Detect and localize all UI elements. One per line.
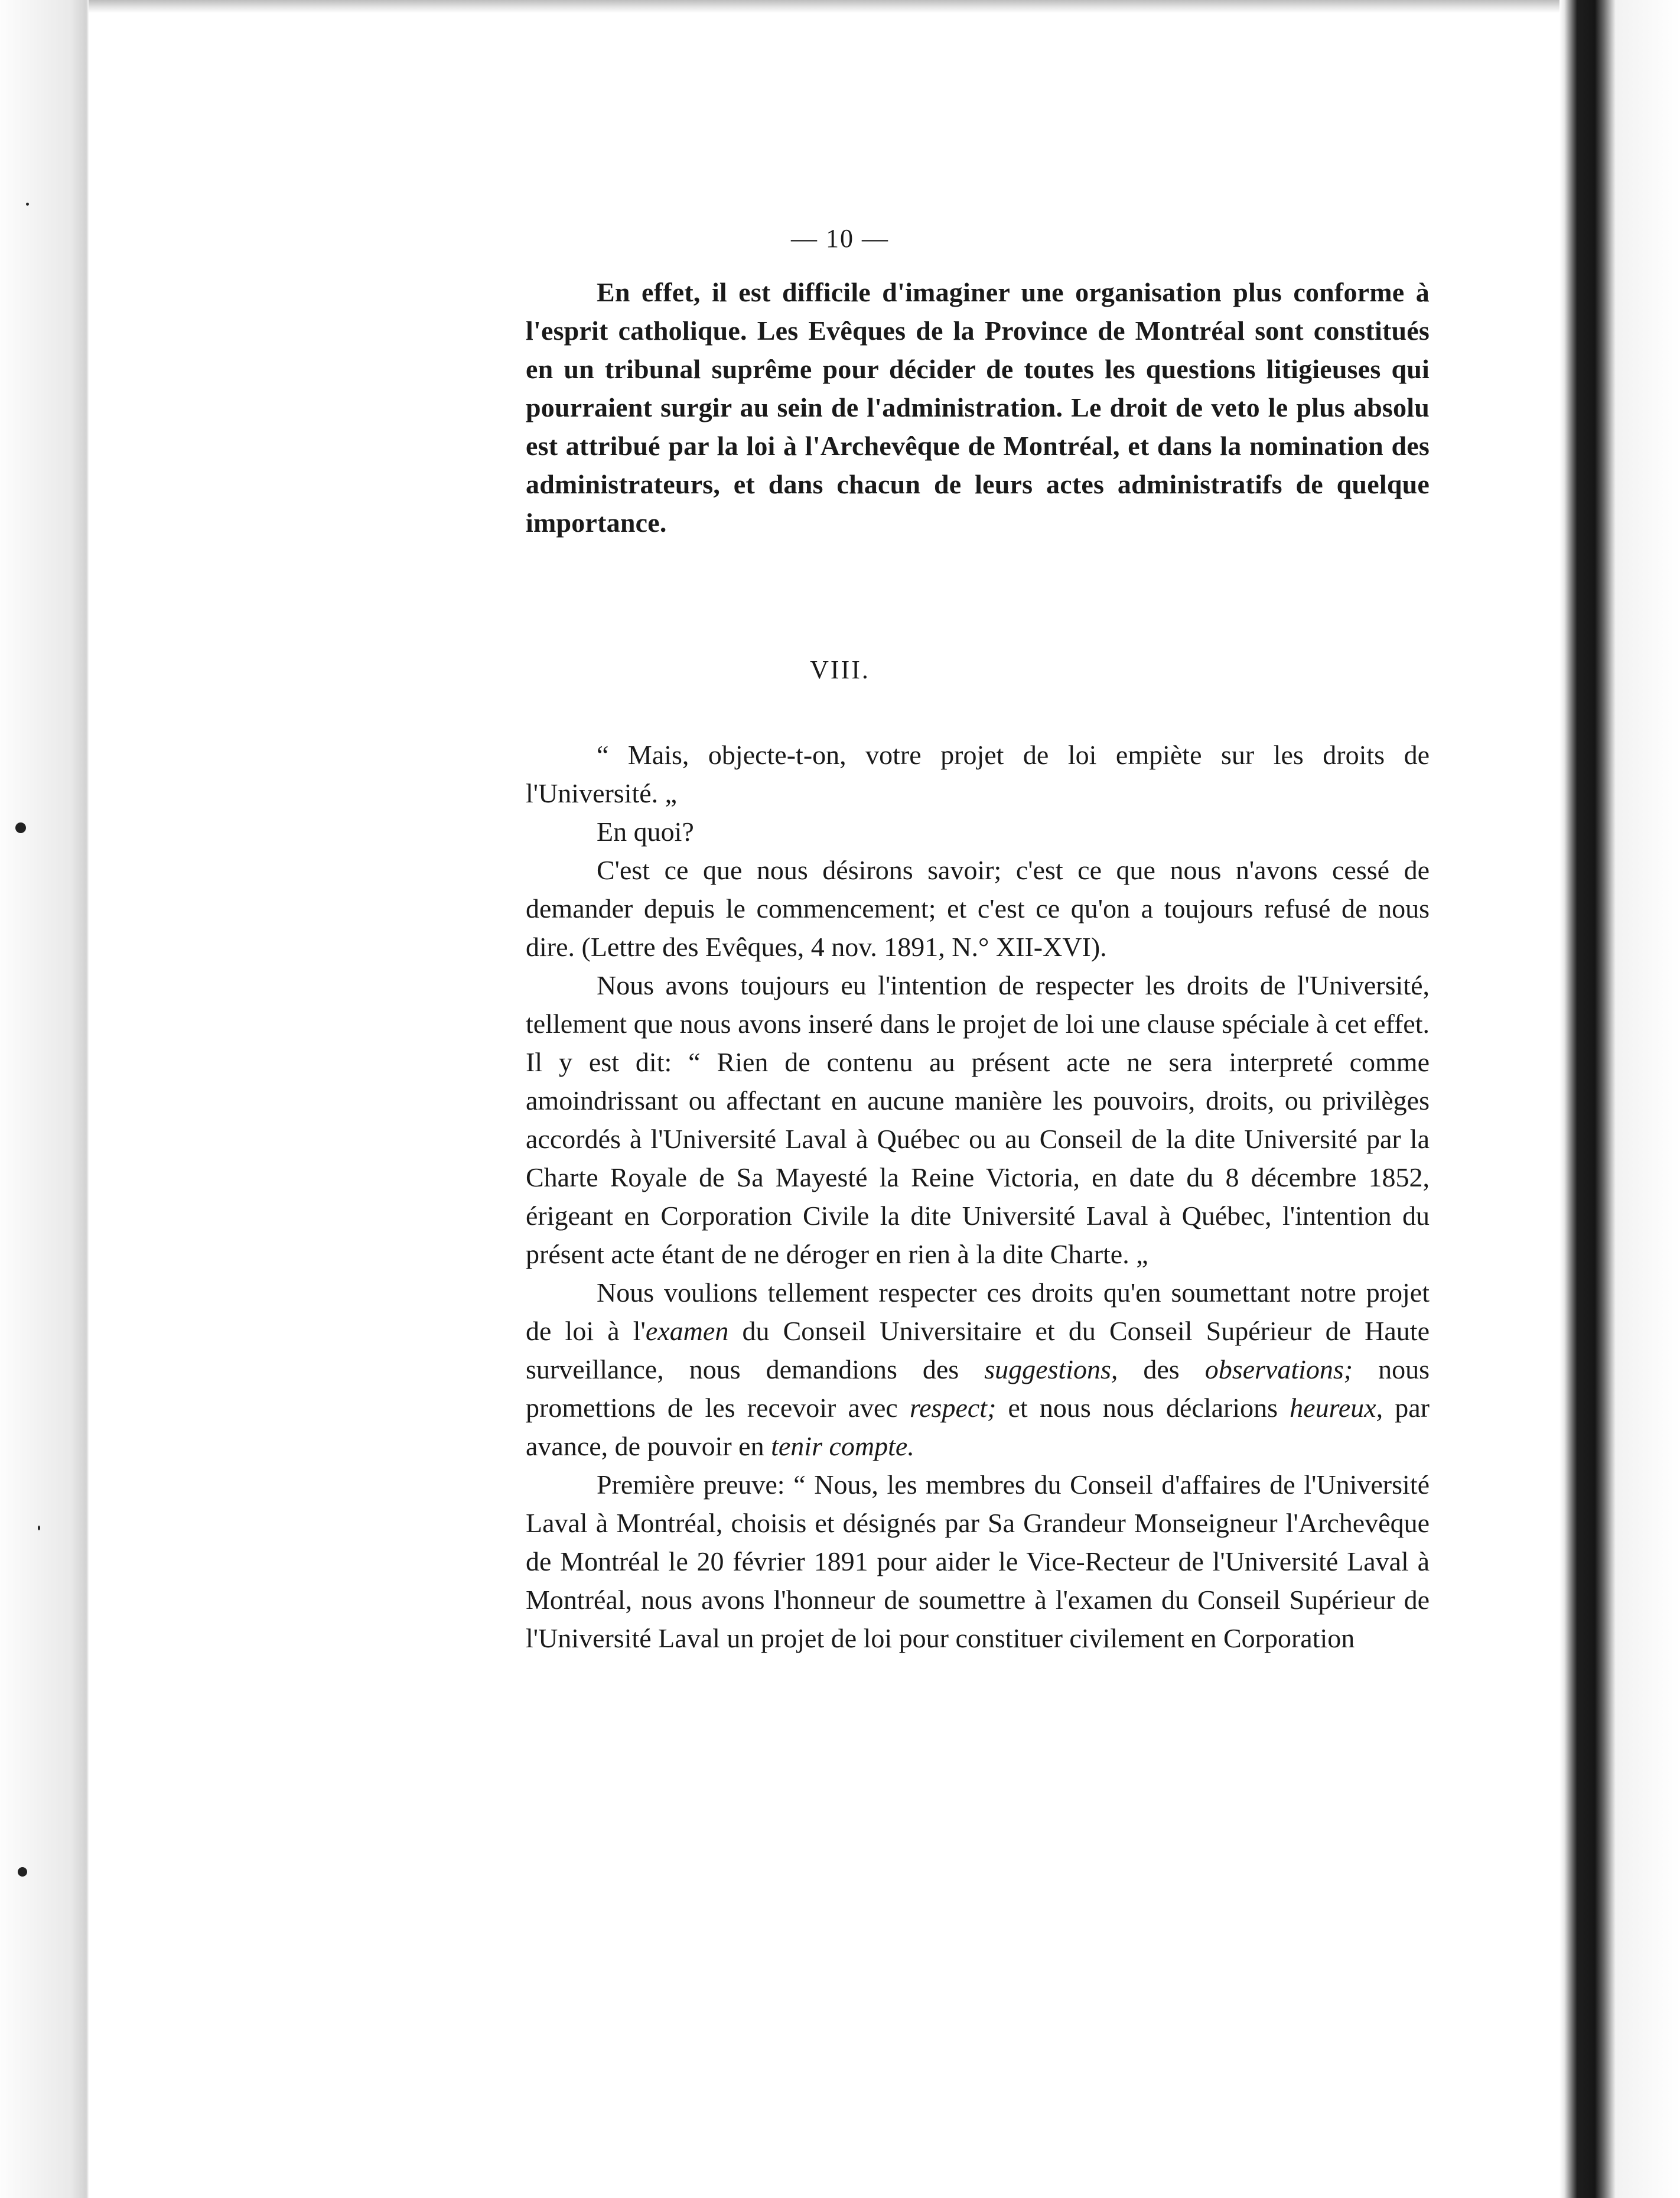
- italic-run: suggestions,: [984, 1354, 1118, 1384]
- intro-paragraph: [526, 273, 1430, 542]
- body-paragraph: Nous avons toujours eu l'intention de respecter les droits de l'Université, tellement que nous avons inseré dans le projet de loi une clause spéciale à cet effet. Il y est dit: “ Rien de contenu au présent acte ne sera interpreté comme amoindrissant ou affectant en aucune manière les pouvoirs, droits, ou privilèges accordés à l'Université Laval à Québec ou au Conseil de la dite Université par la Charte Royale de Sa Mayesté la Reine Victoria, en date du 8 décembre 1852, érigeant en Corporation Civile la dite Université Laval à Québec, l'intention du présent acte étant de ne déroger en rien à la dite Charte. „: [526, 970, 1430, 1269]
- scan-speck: [18, 1867, 27, 1877]
- scan-right-edge: [1559, 0, 1680, 2198]
- scan-speck: [38, 1526, 40, 1530]
- body-paragraph: Première preuve: “ Nous, les membres du Conseil d'affaires de l'Université Laval à Montréal, choisis et désignés par Sa Grandeur Monseigneur l'Archevêque de Montréal le 20 février 1891 pour aider le Vice-Recteur de l'Université Laval à Montréal, nous avons l'honneur de soumettre à l'examen du Conseil Supérieur de l'Université Laval un projet de loi pour constituer civilement en Corporation: [526, 1469, 1430, 1653]
- scan-speck: [15, 822, 26, 833]
- text-run: du Conseil Universitaire et du Conseil Supérieur de Haute surveillance, nous demandions des: [526, 1316, 1430, 1384]
- section-heading: VIII.: [810, 655, 870, 684]
- body-paragraph: “ Mais, objecte-t-on, votre projet de loi empiète sur les droits de l'Université. „: [526, 740, 1430, 808]
- text-run: des: [1118, 1354, 1205, 1384]
- text-run: par avance, de pouvoir en: [526, 1393, 1430, 1461]
- scan-speck: [26, 203, 29, 206]
- body-paragraph: C'est ce que nous désirons savoir; c'est ce que nous n'avons cessé de demander depuis le commencement; et c'est ce qu'on a toujours refusé de nous dire. (Lettre des Evêques, 4 nov. 1891, N.° XII-XVI).: [526, 855, 1430, 962]
- text-run: nous promettions de les recevoir avec: [526, 1354, 1430, 1423]
- text-run: Nous voulions tellement respecter ces droits qu'en soumettant notre projet de loi à l': [526, 1277, 1430, 1346]
- body-paragraph: En effet, il est difficile d'imaginer une organisation plus conforme à l'esprit catholique. Les Evêques de la Province de Montréal sont constitués en un tribunal suprême pour décider de toutes les questions litigieuses qui pourraient surgir au sein de l'administration. Le droit de veto le plus absolu est attribué par la loi à l'Archevêque de Montréal, et dans la nomination des administrateurs, et dans chacun de leurs actes administratifs de quelque importance.: [526, 277, 1430, 538]
- scan-top-edge: [89, 0, 1565, 13]
- scan-left-edge: [0, 0, 89, 2198]
- italic-run: tenir compte.: [771, 1431, 914, 1461]
- body-paragraph: [526, 1273, 1430, 1465]
- text-run: et nous nous déclarions: [996, 1393, 1290, 1423]
- italic-run: examen: [645, 1316, 729, 1346]
- body-paragraph: En quoi?: [597, 817, 694, 847]
- section-body: [526, 736, 1430, 1657]
- italic-run: heureux,: [1290, 1393, 1383, 1423]
- italic-run: observations;: [1204, 1354, 1353, 1384]
- italic-run: respect;: [909, 1393, 997, 1423]
- page-number: — 10 —: [791, 224, 889, 253]
